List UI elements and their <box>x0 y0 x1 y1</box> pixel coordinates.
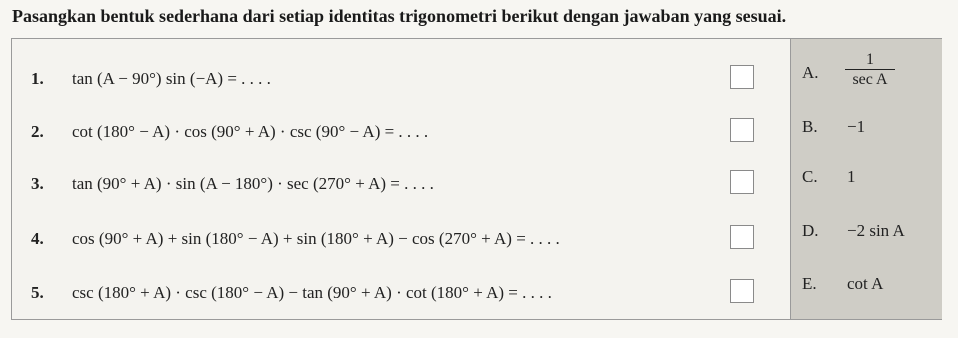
answer-letter: E. <box>802 274 817 293</box>
answer-letter: C. <box>802 167 818 186</box>
question-number: 3. <box>31 174 44 193</box>
question-row <box>12 225 790 255</box>
answer-fraction <box>845 51 895 88</box>
question-text: csc (180° + A) · csc (180° − A) − tan (90° + A) · cot (180° + A) = . . . . <box>72 283 552 302</box>
question-number: 2. <box>31 122 44 141</box>
question-row <box>12 279 790 309</box>
question-row <box>12 65 790 95</box>
matching-box <box>11 38 942 320</box>
answer-box[interactable] <box>730 170 754 194</box>
fraction-bar <box>845 69 895 70</box>
question-row <box>12 118 790 148</box>
answer-box[interactable] <box>730 225 754 249</box>
question-text: tan (90° + A) · sin (A − 180°) · sec (270° + A) = . . . . <box>72 174 434 193</box>
answer-letter: A. <box>802 63 819 82</box>
answer-value: 1 <box>847 167 856 186</box>
answer-box[interactable] <box>730 65 754 89</box>
answers-column <box>790 39 942 319</box>
answer-box[interactable] <box>730 279 754 303</box>
answer-value: cot A <box>847 274 884 293</box>
question-row <box>12 170 790 200</box>
question-text: cot (180° − A) · cos (90° + A) · csc (90° − A) = . . . . <box>72 122 429 141</box>
instruction-text: Pasangkan bentuk sederhana dari setiap identitas trigonometri berikut dengan jawaban yang sesuai. <box>12 6 787 26</box>
question-number: 5. <box>31 283 44 302</box>
fraction-numerator: 1 <box>866 51 874 68</box>
question-text: cos (90° + A) + sin (180° − A) + sin (180° + A) − cos (270° + A) = . . . . <box>72 229 560 248</box>
question-number: 4. <box>31 229 44 248</box>
answer-letter: D. <box>802 221 819 240</box>
questions-column <box>12 39 790 319</box>
answer-box[interactable] <box>730 118 754 142</box>
answer-letter: B. <box>802 117 818 136</box>
question-text: tan (A − 90°) sin (−A) = . . . . <box>72 69 271 88</box>
answer-value: −1 <box>847 117 866 136</box>
fraction-denominator: sec A <box>852 71 888 88</box>
question-number: 1. <box>31 69 44 88</box>
answer-value: −2 sin A <box>847 221 905 240</box>
